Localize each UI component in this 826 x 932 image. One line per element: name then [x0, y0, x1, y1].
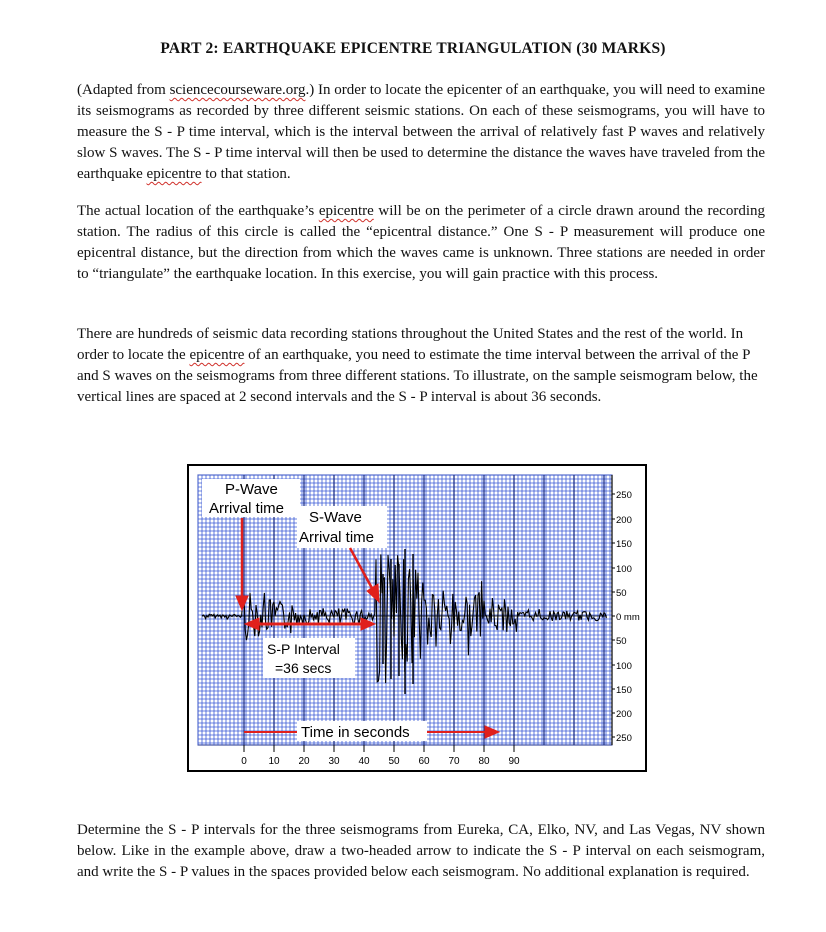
- amplitude-tick-label: 100: [616, 661, 632, 672]
- seismogram-svg: [187, 464, 647, 772]
- p2-text-start: The actual location of the earthquake’s: [77, 203, 319, 219]
- p1-text-end: to that station.: [201, 166, 291, 182]
- page-title: PART 2: EARTHQUAKE EPICENTRE TRIANGULATION (30 MARKS): [160, 40, 666, 57]
- time-tick-label: 80: [478, 756, 490, 767]
- time-tick-label: 40: [358, 756, 370, 767]
- amplitude-tick-label: 50: [616, 588, 627, 599]
- amplitude-tick-label: 250: [616, 490, 632, 501]
- spellcheck-word: epicentre: [146, 166, 202, 182]
- amplitude-tick-label: 100: [616, 564, 632, 575]
- amplitude-tick-label: 250: [616, 733, 632, 744]
- sp-interval-value: =36 secs: [275, 660, 332, 676]
- time-tick-label: 50: [388, 756, 400, 767]
- p-wave-arrival-label: Arrival time: [209, 500, 285, 517]
- s-wave-arrival-label: Arrival time: [299, 529, 375, 546]
- spellcheck-word: epicentre: [189, 347, 245, 363]
- p1-text-middle: .) In order to locate the epicenter of an earthquake, you will need to examine its seismograms as recorded by three different seismic stations. On each of these seismograms, you will have to measure the S - P time interval, which is the interval between the arrival of relatively fast P waves and relatively slow S waves. The S - P time interval will then be used to determine the distance the waves have traveled from the earthquake: [77, 82, 766, 182]
- amplitude-tick-label: 150: [616, 685, 632, 696]
- sp-interval-label: S-P Interval: [267, 641, 340, 657]
- spellcheck-word: epicentre: [318, 203, 374, 219]
- intro-paragraph: [77, 80, 765, 185]
- amplitude-tick-label: 200: [616, 515, 632, 526]
- source-link[interactable]: sciencecourseware.org: [169, 82, 306, 98]
- p-wave-label: P-Wave: [225, 481, 278, 498]
- sample-seismogram-figure: [187, 464, 647, 772]
- amplitude-tick-label: 0 mm: [616, 612, 640, 623]
- amplitude-tick-label: 150: [616, 539, 632, 550]
- amplitude-tick-label: 50: [616, 636, 627, 647]
- time-tick-label: 70: [448, 756, 460, 767]
- instructions-paragraph: Determine the S - P intervals for the three seismograms from Eureka, CA, Elko, NV, and Las Vegas, NV shown below. Like in the example above, draw a two-headed arrow to indicate the S - P interval on each seismogram, and write the S - P values in the spaces provided below each seismogram. No additional explanation is required.: [77, 822, 765, 880]
- time-tick-label: 10: [268, 756, 280, 767]
- p3-text-start: There are hundreds of seismic data recording stations throughout the United States and the rest of the world. In order to locate the: [77, 326, 744, 363]
- p3-text-end: of an earthquake, you need to estimate the time interval between the arrival of the P and S waves on the seismograms from three different stations. To illustrate, on the sample seismogram below, the vertical lines are spaced at 2 second intervals and the S - P interval is about 36 seconds.: [77, 347, 758, 405]
- time-tick-label: 20: [298, 756, 310, 767]
- s-wave-label: S-Wave: [309, 509, 362, 526]
- time-tick-label: 60: [418, 756, 430, 767]
- epicentral-distance-paragraph: [77, 201, 765, 285]
- amplitude-tick-label: 200: [616, 709, 632, 720]
- time-tick-label: 0: [241, 756, 247, 767]
- time-tick-label: 90: [508, 756, 520, 767]
- stations-paragraph: [77, 324, 765, 408]
- time-tick-label: 30: [328, 756, 340, 767]
- time-axis-label: Time in seconds: [301, 724, 410, 741]
- p2-text-end: will be on the perimeter of a circle drawn around the recording station. The radius of this circle is called the “epicentral distance.” One S - P measurement will produce one epicentral distance, but the direction from which the waves came is unknown. Three stations are needed in order to “triangulate” the earthquake location. In this exercise, you will gain practice with this process.: [77, 203, 765, 282]
- p1-text-start: (Adapted from: [77, 82, 170, 98]
